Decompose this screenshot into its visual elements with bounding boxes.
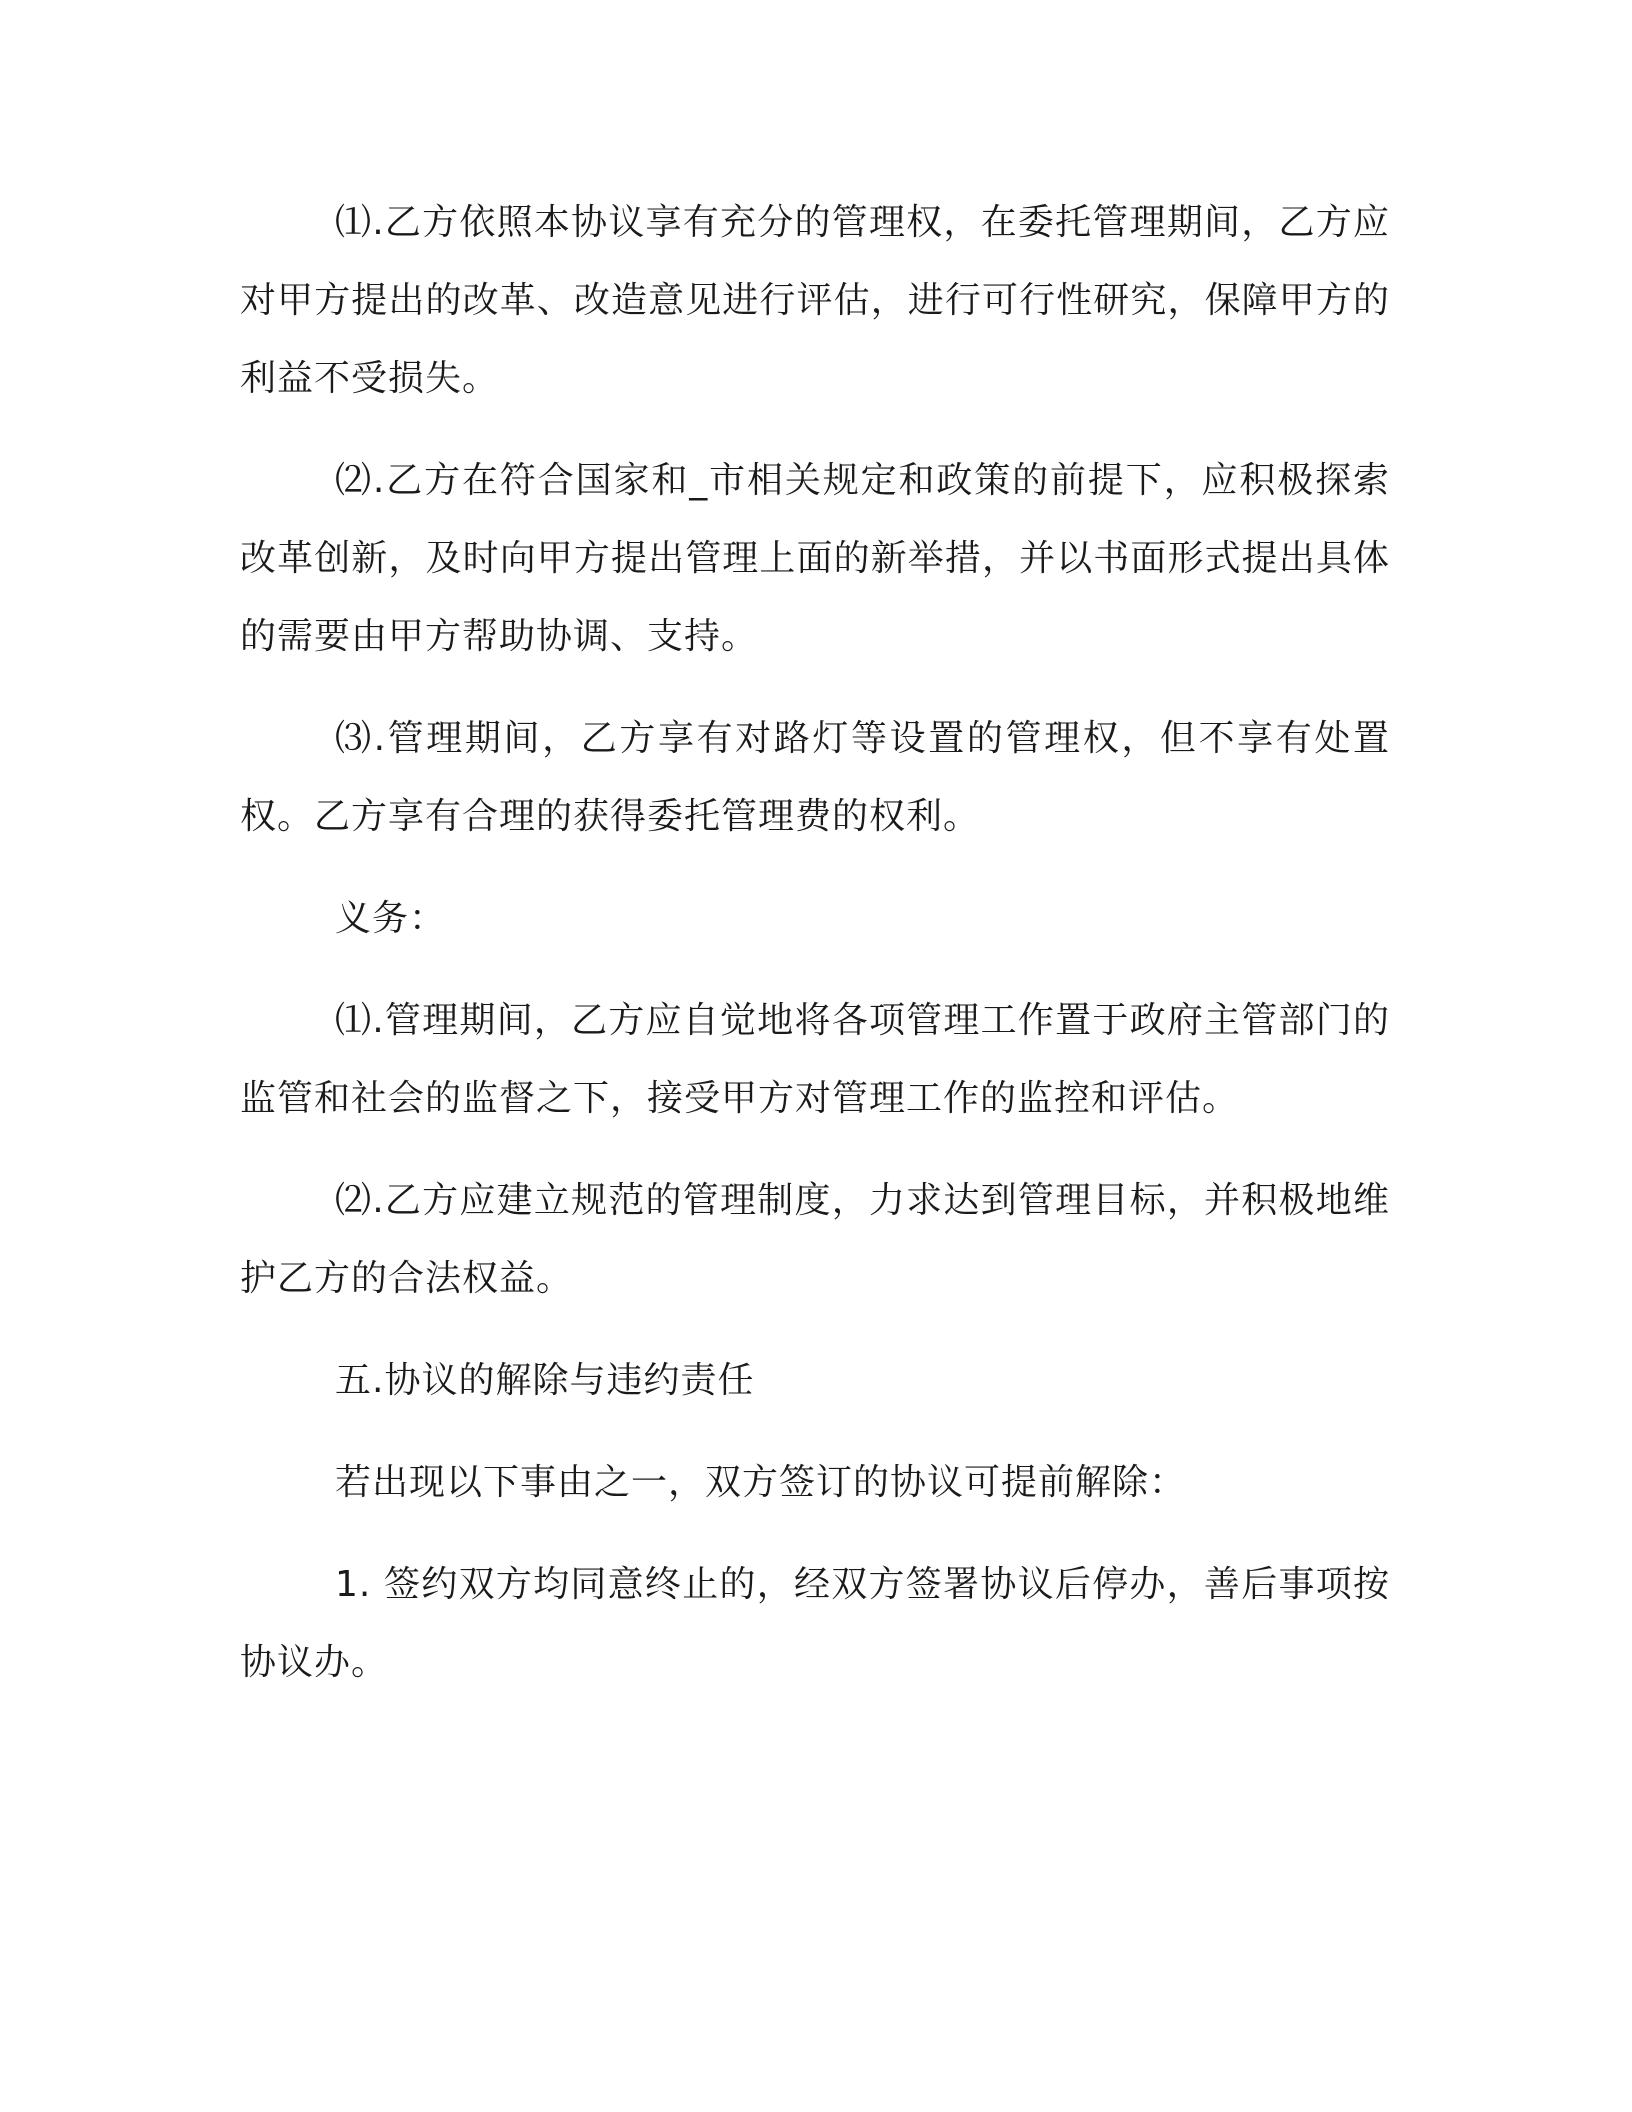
paragraph-obligation-2: ⑵.乙方应建立规范的管理制度，力求达到管理目标，并积极地维护乙方的合法权益。	[240, 1180, 1390, 1299]
paragraph-right-2: ⑵.乙方在符合国家和_市相关规定和政策的前提下，应积极探索改革创新，及时向甲方提出管理上面的新举措，并以书面形式提出具体的需要由甲方帮助协调、支持。	[240, 460, 1390, 657]
paragraph-obligation-1: ⑴.管理期间，乙方应自觉地将各项管理工作置于政府主管部门的监管和社会的监督之下，接受甲方对管理工作的监控和评估。	[240, 1000, 1390, 1119]
paragraph-termination-item-1: 1. 签约双方均同意终止的，经双方签署协议后停办，善后事项按协议办。	[240, 1564, 1390, 1683]
section-heading-termination: 五.协议的解除与违约责任	[335, 1360, 755, 1401]
paragraph-right-3: ⑶.管理期间，乙方享有对路灯等设置的管理权，但不享有处置权。乙方享有合理的获得委托管理费的权利。	[240, 718, 1390, 837]
obligations-heading: 义务：	[335, 898, 447, 939]
paragraph-right-1: ⑴.乙方依照本协议享有充分的管理权，在委托管理期间，乙方应对甲方提出的改革、改造意见进行评估，进行可行性研究，保障甲方的利益不受损失。	[240, 202, 1390, 399]
paragraph-termination-intro: 若出现以下事由之一，双方签订的协议可提前解除：	[335, 1462, 1187, 1503]
document-body	[240, 184, 1390, 1726]
